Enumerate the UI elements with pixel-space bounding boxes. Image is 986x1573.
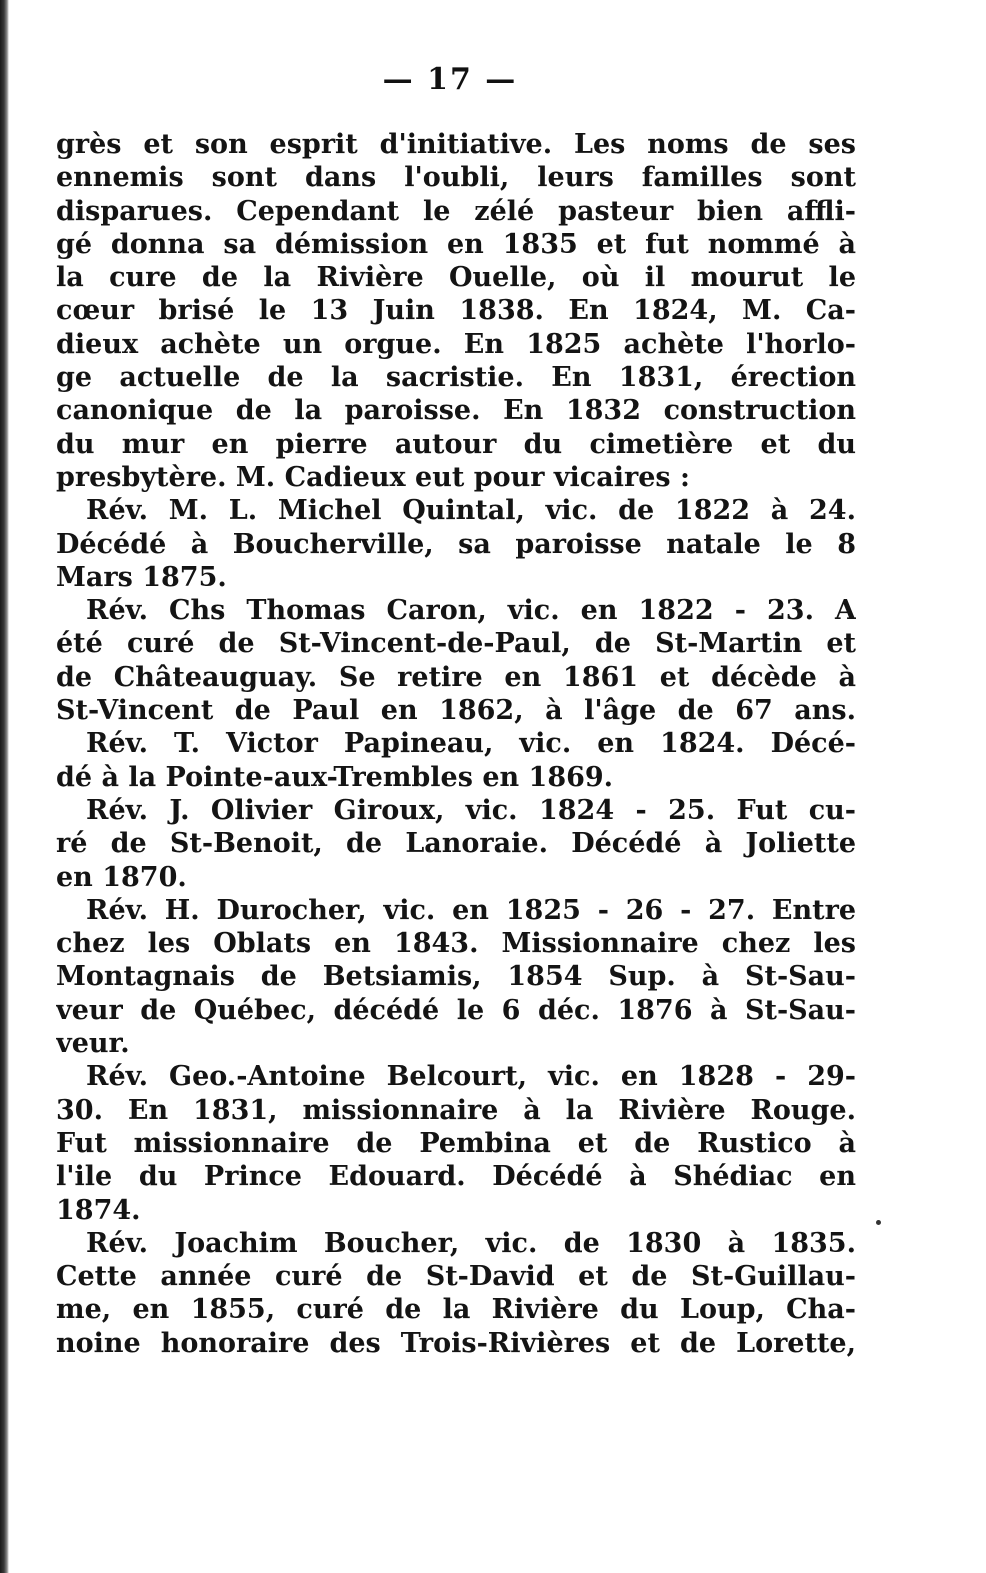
text-line: veur de Québec, décédé le 6 déc. 1876 à St-Sau- bbox=[56, 994, 856, 1026]
text-line: 30. En 1831, missionnaire à la Rivière Rouge. bbox=[56, 1094, 856, 1126]
text-line: Rév. Chs Thomas Caron, vic. en 1822 - 23. A bbox=[86, 595, 856, 627]
text-line: dieux achète un orgue. En 1825 achète l'horlo- bbox=[56, 328, 856, 360]
text-line: veur. bbox=[56, 1028, 130, 1060]
text-line: disparues. Cependant le zélé pasteur bien affli- bbox=[56, 195, 856, 227]
text-line: noine honoraire des Trois-Rivières et de Lorette, bbox=[56, 1327, 856, 1359]
text-line: Mars 1875. bbox=[56, 561, 227, 593]
ink-speck bbox=[876, 1220, 881, 1225]
text-line: gé donna sa démission en 1835 et fut nommé à bbox=[56, 228, 856, 260]
text-line: la cure de la Rivière Ouelle, où il mourut le bbox=[56, 262, 856, 294]
text-line: Rév. M. L. Michel Quintal, vic. de 1822 à 24. bbox=[86, 495, 856, 527]
text-line: cœur brisé le 13 Juin 1838. En 1824, M. Ca- bbox=[56, 295, 856, 327]
text-line: dé à la Pointe-aux-Trembles en 1869. bbox=[56, 761, 614, 793]
text-line: Rév. H. Durocher, vic. en 1825 - 26 - 27. Entre bbox=[86, 894, 856, 926]
text-line: ré de St-Benoit, de Lanoraie. Décédé à Joliette bbox=[56, 828, 856, 860]
text-line: Rév. Geo.-Antoine Belcourt, vic. en 1828 - 29- bbox=[86, 1061, 856, 1093]
text-line: Décédé à Boucherville, sa paroisse natale le 8 bbox=[56, 528, 856, 560]
text-line: Rév. T. Victor Papineau, vic. en 1824. Décé- bbox=[86, 728, 856, 760]
text-line: Cette année curé de St-David et de St-Guillau- bbox=[56, 1261, 856, 1293]
page-number: — 17 — bbox=[382, 62, 518, 97]
text-line: Fut missionnaire de Pembina et de Rustico à bbox=[56, 1127, 856, 1159]
text-line: été curé de St-Vincent-de-Paul, de St-Martin et bbox=[56, 628, 856, 660]
text-line: St-Vincent de Paul en 1862, à l'âge de 67 ans. bbox=[56, 695, 856, 727]
text-line: chez les Oblats en 1843. Missionnaire chez les bbox=[56, 928, 856, 960]
text-line: ge actuelle de la sacristie. En 1831, érection bbox=[56, 362, 856, 394]
text-line: du mur en pierre autour du cimetière et du bbox=[56, 428, 856, 460]
text-line: ennemis sont dans l'oubli, leurs familles sont bbox=[56, 162, 856, 194]
text-line: de Châteauguay. Se retire en 1861 et décède à bbox=[56, 661, 856, 693]
text-line: me, en 1855, curé de la Rivière du Loup, Cha- bbox=[56, 1294, 856, 1326]
binding-edge-shadow bbox=[0, 0, 9, 1573]
text-line: Rév. Joachim Boucher, vic. de 1830 à 1835. bbox=[86, 1227, 856, 1259]
text-line: Rév. J. Olivier Giroux, vic. 1824 - 25. Fut cu- bbox=[86, 794, 856, 826]
text-line: grès et son esprit d'initiative. Les noms de ses bbox=[56, 129, 856, 160]
text-line: l'ile du Prince Edouard. Décédé à Shédiac en bbox=[56, 1161, 856, 1193]
text-line: Montagnais de Betsiamis, 1854 Sup. à St-Sau- bbox=[56, 961, 856, 993]
text-line: presbytère. M. Cadieux eut pour vicaires : bbox=[56, 461, 690, 493]
text-line: 1874. bbox=[56, 1194, 141, 1226]
text-line: canonique de la paroisse. En 1832 construction bbox=[56, 395, 856, 427]
text-line: en 1870. bbox=[56, 861, 187, 893]
body-text bbox=[56, 128, 856, 1360]
